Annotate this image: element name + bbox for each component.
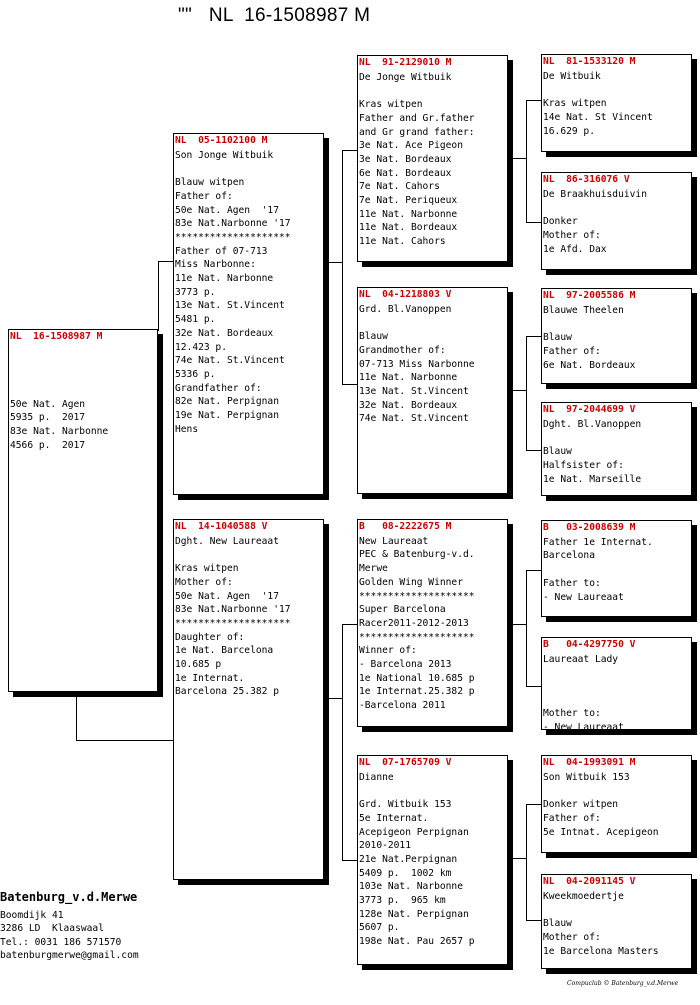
footer-credit: Compuclub © Batenburg_v.d.Merwe xyxy=(567,980,679,987)
description-line: ******************** xyxy=(175,231,291,243)
pigeon-card-subject[interactable] xyxy=(8,329,158,692)
description-line: Racer2011-2012-2013 xyxy=(359,617,469,629)
connector-line xyxy=(526,686,542,687)
pigeon-card-sire-dam[interactable] xyxy=(357,287,508,494)
connector-line xyxy=(158,261,174,262)
description-line: 3e Nat. Bordeaux xyxy=(359,153,452,165)
pigeon-card-dds[interactable] xyxy=(541,755,692,853)
connector-line xyxy=(342,150,343,384)
description-line: Halfsister of: xyxy=(543,459,624,471)
description-line: 11e Nat. Narbonne xyxy=(359,372,458,384)
description-line: 5607 p. xyxy=(359,922,400,934)
pigeon-name: De Braakhuisduivin xyxy=(543,188,647,200)
pigeon-name: De Jonge Witbuik xyxy=(359,71,452,83)
pigeon-card-sdd[interactable] xyxy=(541,402,692,496)
description-line: Father of 07-713 xyxy=(175,245,268,257)
pigeon-name: Blauwe Theelen xyxy=(543,304,624,316)
description-line: Blauw xyxy=(543,918,572,930)
pigeon-card-ssd[interactable] xyxy=(541,172,692,270)
description-line: 32e Nat. Bordeaux xyxy=(175,327,274,339)
pigeon-name: Son Jonge Witbuik xyxy=(175,149,274,161)
description-line: 1e Barcelona Masters xyxy=(543,945,659,957)
description-line: 1e Nat. Marseille xyxy=(543,473,642,485)
description-line: Mother of: xyxy=(543,229,601,241)
ring-number: NL 97-2005586 M xyxy=(543,290,636,301)
description-line: 3773 p. xyxy=(175,286,216,298)
description-line: 83e Nat.Narbonne '17 xyxy=(175,604,291,616)
description-line: 83e Nat.Narbonne '17 xyxy=(175,218,291,230)
owner-address: Boomdijk 41 xyxy=(0,910,64,921)
connector-line xyxy=(526,570,542,571)
description-line: ******************** xyxy=(359,590,475,602)
description-line: 14e Nat. St Vincent xyxy=(543,111,653,123)
description-line: 5e Internat. xyxy=(359,812,429,824)
owner-phone: Tel.: 0031 186 571570 xyxy=(0,936,122,948)
description-line: 1e Nat. Barcelona xyxy=(175,645,274,657)
pigeon-card-sire[interactable] xyxy=(173,133,324,495)
description-line: Father of: xyxy=(175,190,233,202)
description-line: 5e Intnat. Acepigeon xyxy=(543,826,659,838)
owner-info xyxy=(0,890,139,963)
connector-line xyxy=(508,624,526,625)
description-line: 50e Nat. Agen '17 xyxy=(175,204,279,216)
description-line: 7e Nat. Cahors xyxy=(359,181,440,193)
connector-line xyxy=(342,150,358,151)
pigeon-card-ddd[interactable] xyxy=(541,874,692,969)
pigeon-card-sss[interactable] xyxy=(541,54,692,152)
description-line: Donker witpen xyxy=(543,799,619,811)
description-line: Blauw xyxy=(359,331,388,343)
description-line: 11e Nat. Narbonne xyxy=(359,208,458,220)
ring-number: NL 86-316076 V xyxy=(543,174,630,185)
ring-number: NL 04-2091145 V xyxy=(543,876,636,887)
description-line: - New Laureaat xyxy=(543,591,624,603)
pigeon-name: Grd. Bl.Vanoppen xyxy=(359,303,452,315)
pigeon-name: Dght. New Laureaat xyxy=(175,535,279,547)
pigeon-card-sire-sire[interactable] xyxy=(357,55,508,262)
connector-line xyxy=(526,100,542,101)
description-line: Mother of: xyxy=(175,576,233,588)
description-line: 5336 p. xyxy=(175,368,216,380)
ring-number: NL 81-1533120 M xyxy=(543,56,636,67)
description-line: Father to: xyxy=(543,577,601,589)
description-line: 21e Nat.Perpignan xyxy=(359,853,458,865)
ring-number: B 08-2222675 M xyxy=(359,521,452,532)
description-line: and Gr grand father: xyxy=(359,126,475,138)
ring-number: NL 97-2044699 V xyxy=(543,404,636,415)
description-line: 5481 p. xyxy=(175,314,216,326)
connector-line xyxy=(526,336,542,337)
description-line: Donker xyxy=(543,216,578,228)
description-line: 128e Nat. Perpignan xyxy=(359,908,469,920)
description-line: 5935 p. 2017 xyxy=(10,412,86,424)
owner-name: Batenburg_v.d.Merwe xyxy=(0,890,138,904)
connector-line xyxy=(526,570,527,686)
pedigree-title: "" NL 16-1508987 M xyxy=(178,5,371,26)
connector-line xyxy=(526,222,542,223)
description-line: Blauw xyxy=(543,332,572,344)
description-line: 13e Nat. St.Vincent xyxy=(175,300,285,312)
description-line: Daughter of: xyxy=(175,631,245,643)
description-line: Kras witpen xyxy=(543,98,607,110)
description-line: Super Barcelona xyxy=(359,604,446,616)
connector-line xyxy=(526,100,527,222)
pigeon-card-dam[interactable] xyxy=(173,519,324,880)
description-line: 103e Nat. Narbonne xyxy=(359,881,463,893)
pigeon-name: Father 1e Internat. xyxy=(543,536,653,548)
description-line: Miss Narbonne: xyxy=(175,259,256,271)
pigeon-name: Kweekmoedertje xyxy=(543,890,624,902)
pigeon-name: Son Witbuik 153 xyxy=(543,771,630,783)
description-line: 11e Nat. Bordeaux xyxy=(359,222,458,234)
description-line: Barcelona 25.382 p xyxy=(175,686,279,698)
pigeon-name: Dianne xyxy=(359,771,394,783)
description-line: Father and Gr.father xyxy=(359,112,475,124)
description-line: Hens xyxy=(175,423,199,435)
pigeon-card-dam-dam[interactable] xyxy=(357,755,508,965)
ring-number: NL 91-2129010 M xyxy=(359,57,452,68)
description-line: Mother of: xyxy=(543,931,601,943)
description-line: 11e Nat. Cahors xyxy=(359,236,446,248)
description-line: Mother to: xyxy=(543,708,601,720)
description-line xyxy=(543,563,691,577)
connector-line xyxy=(526,920,542,921)
description-line: - Barcelona 2013 xyxy=(359,659,452,671)
description-line: 1e Internat. xyxy=(175,672,245,684)
description-line: PEC & Batenburg-v.d. xyxy=(359,549,475,561)
description-line: 6e Nat. Bordeaux xyxy=(359,167,452,179)
description-line: 3773 p. 965 km xyxy=(359,895,446,907)
description-line: 13e Nat. St.Vincent xyxy=(359,385,469,397)
ring-number: B 04-4297750 V xyxy=(543,639,636,650)
owner-city: 3286 LD Klaaswaal xyxy=(0,923,104,935)
connector-line xyxy=(526,336,527,450)
description-line: 74e Nat. St.Vincent xyxy=(359,413,469,425)
connector-line xyxy=(342,624,358,625)
connector-line xyxy=(342,624,343,860)
description-line: 16.629 p. xyxy=(543,125,595,137)
description-line: Grandfather of: xyxy=(175,382,262,394)
pigeon-card-sds[interactable] xyxy=(541,288,692,384)
description-line: 32e Nat. Bordeaux xyxy=(359,399,458,411)
pigeon-name: Dght. Bl.Vanoppen xyxy=(543,418,642,430)
description-line: Grandmother of: xyxy=(359,344,446,356)
connector-line xyxy=(158,261,159,331)
description-line: Father of: xyxy=(543,812,601,824)
connector-line xyxy=(342,860,358,861)
description-line: 83e Nat. Narbonne xyxy=(10,426,109,438)
description-line: Kras witpen xyxy=(175,563,239,575)
pigeon-name: Laureaat Lady xyxy=(543,653,619,665)
connector-line xyxy=(508,158,526,159)
connector-line xyxy=(508,390,526,391)
description-line: Kras witpen xyxy=(359,99,423,111)
owner-email[interactable]: batenburgmerwe@gmail.com xyxy=(0,950,139,962)
description-line: Barcelona xyxy=(543,550,595,562)
description-line: 5409 p. 1002 km xyxy=(359,867,452,879)
description-line: Grd. Witbuik 153 xyxy=(359,799,452,811)
pigeon-name: De Witbuik xyxy=(543,70,601,82)
description-line: -Barcelona 2011 xyxy=(359,700,446,712)
connector-line xyxy=(324,262,342,263)
description-line: 50e Nat. Agen '17 xyxy=(175,590,279,602)
description-line: Acepigeon Perpignan xyxy=(359,826,469,838)
description-line: Blauw xyxy=(543,446,572,458)
connector-line xyxy=(76,693,77,741)
description-line: 7e Nat. Periqueux xyxy=(359,195,458,207)
pigeon-card-dam-sire[interactable] xyxy=(357,519,508,727)
description-line: 1e Afd. Dax xyxy=(543,243,607,255)
pigeon-card-dsd[interactable] xyxy=(541,637,692,730)
description-line: 07-713 Miss Narbonne xyxy=(359,358,475,370)
description-line: Winner of: xyxy=(359,645,417,657)
description-line: 6e Nat. Bordeaux xyxy=(543,359,636,371)
connector-line xyxy=(526,450,542,451)
connector-line xyxy=(526,804,527,920)
description-line: ******************** xyxy=(175,617,291,629)
description-line: 74e Nat. St.Vincent xyxy=(175,355,285,367)
connector-line xyxy=(342,384,358,385)
description-line: Blauw witpen xyxy=(175,177,245,189)
description-line: Father of: xyxy=(543,345,601,357)
description-line: 1e Internat.25.382 p xyxy=(359,686,475,698)
description-line: 198e Nat. Pau 2657 p xyxy=(359,936,475,948)
description-line: Golden Wing Winner xyxy=(359,576,463,588)
description-line: 12.423 p. xyxy=(175,341,227,353)
ring-number: NL 05-1102100 M xyxy=(175,135,268,146)
description-line: ******************** xyxy=(359,631,475,643)
ring-number: NL 04-1218803 V xyxy=(359,289,452,300)
description-line: 50e Nat. Agen xyxy=(10,398,86,410)
ring-number: NL 04-1993091 M xyxy=(543,757,636,768)
pigeon-name: New Laureaat xyxy=(359,535,429,547)
description-line: 4566 p. 2017 xyxy=(10,439,86,451)
pigeon-card-dss[interactable] xyxy=(541,520,692,617)
description-line: 19e Nat. Perpignan xyxy=(175,410,279,422)
description-line: 10.685 p xyxy=(175,659,222,671)
ring-number: B 03-2008639 M xyxy=(543,522,636,533)
connector-line xyxy=(324,698,342,699)
description-line: - New Laureaat xyxy=(543,721,624,730)
connector-line xyxy=(526,804,542,805)
connector-line xyxy=(508,858,526,859)
description-line: 1e National 10.685 p xyxy=(359,672,475,684)
description-line: 3e Nat. Ace Pigeon xyxy=(359,140,463,152)
ring-number: NL 07-1765709 V xyxy=(359,757,452,768)
description-line: 82e Nat. Perpignan xyxy=(175,396,279,408)
connector-line xyxy=(76,740,174,741)
description-line: 11e Nat. Narbonne xyxy=(175,273,274,285)
description-line: Merwe xyxy=(359,563,388,575)
ring-number: NL 16-1508987 M xyxy=(10,331,103,342)
ring-number: NL 14-1040588 V xyxy=(175,521,268,532)
description-line: 2010-2011 xyxy=(359,840,411,852)
